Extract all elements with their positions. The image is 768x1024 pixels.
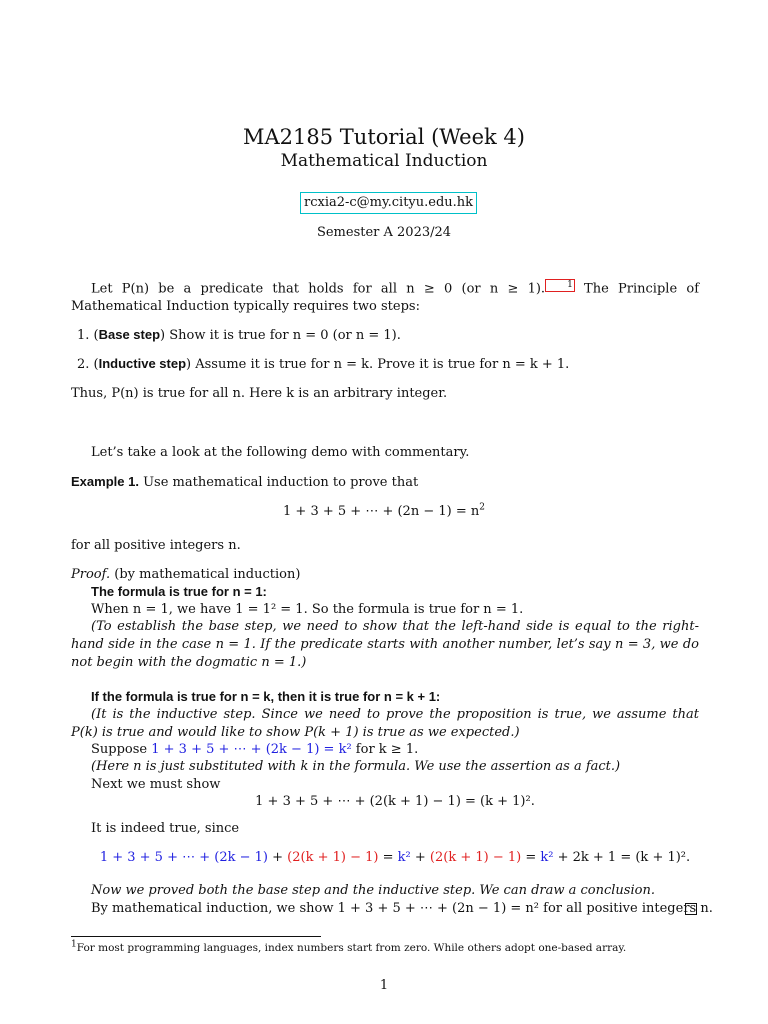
- example-label: Example 1.: [71, 474, 139, 489]
- inductive-step-heading: If the formula is true for n = k, then it is true for n = k + 1:: [91, 689, 441, 704]
- next-text: Next we must show: [91, 777, 221, 792]
- footnote-ref-link[interactable]: 1: [545, 279, 575, 292]
- footnote-divider: [71, 936, 321, 937]
- eq-hypothesis-sum: 1 + 3 + 5 + ⋯ + (2k − 1): [99, 850, 268, 865]
- eq-plus-2: +: [410, 850, 430, 865]
- eq-tail: + 2k + 1 = (k + 1)².: [553, 850, 691, 865]
- proof-intro: [71, 566, 300, 584]
- eq-k-squared-2: k²: [540, 850, 554, 865]
- step-2-text: ) Assume it is true for n = k. Prove it is true for n = k + 1.: [186, 357, 570, 372]
- base-step-comment: (To establish the base step, we need to show that the left-hand side is equal to the right-hand side in the case n = 1. If the predicate starts with another number, let’s say n = 3, we do not begin with the dogmatic n = 1.): [71, 619, 699, 670]
- main-equation: [91, 849, 699, 867]
- eq-next-term: (2(k + 1) − 1): [287, 850, 379, 865]
- step-1-number: 1. (: [77, 328, 99, 343]
- intro-text-a: Let P(n) be a predicate that holds for all n ≥ 0 (or n ≥ 1).: [91, 281, 546, 297]
- example-after: for all positive integers n.: [71, 538, 241, 553]
- page-title: MA2185 Tutorial (Week 4): [243, 125, 525, 149]
- indeed-text: It is indeed true, since: [91, 821, 240, 836]
- step-2: [77, 355, 569, 374]
- example-formula-body: 1 + 3 + 5 + ⋯ + (2n − 1) = n: [283, 504, 480, 519]
- inductive-step-comment: (It is the inductive step. Since we need to prove the proposition is true, we assume that P(k) is true and would like to show P(k + 1) is true as we expected.): [71, 707, 699, 740]
- suppose-formula: 1 + 3 + 5 + ⋯ + (2k − 1) = k²: [151, 742, 352, 757]
- base-step-heading: The formula is true for n = 1:: [91, 584, 267, 599]
- footnote-text: For most programming languages, index numbers start from zero. While others adopt one-based array.: [76, 942, 627, 954]
- demo-intro: Let’s take a look at the following demo with commentary.: [91, 445, 470, 460]
- example-formula: [0, 503, 768, 521]
- intro-paragraph: [71, 279, 699, 316]
- step-1-text: ) Show it is true for n = 0 (or n = 1).: [160, 328, 401, 343]
- footnote: [71, 939, 626, 957]
- conclusion-text: By mathematical induction, we show 1 + 3 + 5 + ⋯ + (2n − 1) = n² for all positive integers n.: [91, 901, 713, 916]
- suppose-text-a: Suppose: [91, 742, 152, 757]
- conclusion-comment: Now we proved both the base step and the inductive step. We can draw a conclusion.: [91, 883, 655, 898]
- example-statement: [71, 473, 418, 492]
- semester-label: Semester A 2023/24: [316, 225, 452, 240]
- example-text: Use mathematical induction to prove that: [143, 475, 419, 490]
- eq-k-squared: k²: [397, 850, 411, 865]
- suppose-line: [91, 741, 418, 759]
- proof-label-rest: (by mathematical induction): [110, 567, 301, 582]
- step-2-label: Inductive step: [98, 356, 187, 371]
- example-formula-exponent: 2: [479, 502, 485, 513]
- eq-next-term-2: (2(k + 1) − 1): [429, 850, 522, 865]
- eq-plus: +: [268, 850, 288, 865]
- intro-text-b: The Principle of Mathematical Induction typically requires two steps:: [71, 281, 700, 315]
- base-step-text: When n = 1, we have 1 = 1² = 1. So the formula is true for n = 1.: [91, 602, 524, 617]
- step-2-number: 2. (: [77, 357, 99, 372]
- substitution-comment: (Here n is just substituted with k in the formula. We use the assertion as a fact.): [91, 759, 621, 774]
- footnote-number: 1: [71, 939, 77, 950]
- eq-equals-1: =: [378, 850, 398, 865]
- step-1: [77, 326, 401, 345]
- page-subtitle: Mathematical Induction: [280, 151, 488, 171]
- qed-icon: [685, 903, 697, 915]
- email-link[interactable]: rcxia2-c@my.cityu.edu.hk: [300, 192, 477, 214]
- thus-sentence: Thus, P(n) is true for all n. Here k is an arbitrary integer.: [71, 386, 448, 401]
- proof-label: Proof.: [71, 567, 111, 582]
- suppose-text-b: for k ≥ 1.: [351, 742, 419, 757]
- page-number: 1: [379, 978, 389, 993]
- show-formula: 1 + 3 + 5 + ⋯ + (2(k + 1) − 1) = (k + 1)².: [255, 794, 535, 809]
- step-1-label: Base step: [98, 327, 161, 342]
- eq-equals-2: =: [521, 850, 541, 865]
